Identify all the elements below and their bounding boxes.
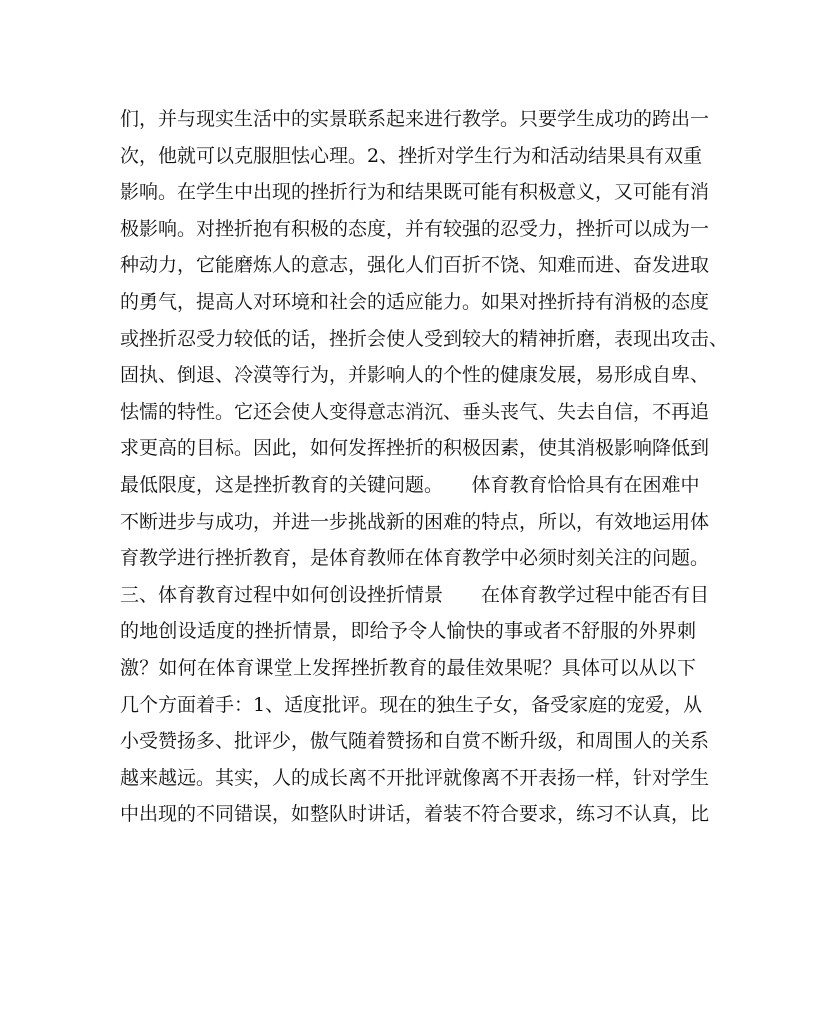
text-line: 激？如何在体育课堂上发挥挫折教育的最佳效果呢？具体可以从以下 — [120, 656, 696, 679]
text-line: 怯懦的特性。它还会使人变得意志消沉、垂头丧气、失去自信，不再追 — [120, 400, 710, 423]
text-line: 中出现的不同错误，如整队时讲话，着装不符合要求，练习不认真，比 — [120, 803, 710, 826]
text-line: 不断进步与成功，并进一步挑战新的困难的特点，所以，有效地运用体 — [120, 510, 710, 533]
text-line: 极影响。对挫折抱有积极的态度，并有较强的忍受力，挫折可以成为一 — [120, 217, 710, 240]
text-line: 的地创设适度的挫折情景，即给予令人愉快的事或者不舒服的外界刺 — [120, 620, 696, 643]
text-line: 越来越远。其实，人的成长离不开批评就像离不开表扬一样，针对学生 — [120, 766, 710, 789]
text-line: 们，并与现实生活中的实景联系起来进行教学。只要学生成功的跨出一 — [120, 108, 710, 130]
text-line: 种动力，它能磨炼人的意志，强化人们百折不饶、知难而进、奋发进取 — [120, 254, 710, 277]
text-line: 求更高的目标。因此，如何发挥挫折的积极因素，使其消极影响降低到 — [120, 437, 710, 460]
text-line: 的勇气，提高人对环境和社会的适应能力。如果对挫折持有消极的态度 — [120, 290, 710, 313]
text-line: 最低限度，这是挫折教育的关键问题。 体育教育恰恰具有在困难中 — [120, 473, 700, 496]
text-line: 固执、倒退、冷漠等行为，并影响人的个性的健康发展，易形成自卑、 — [120, 364, 710, 387]
text-line: 几个方面着手：1、适度批评。现在的独生子女，备受家庭的宠爱，从 — [120, 693, 703, 716]
text-line: 三、体育教育过程中如何创设挫折情景 在体育教学过程中能否有目 — [120, 583, 710, 606]
text-line: 次，他就可以克服胆怯心理。2、挫折对学生行为和活动结果具有双重 — [120, 144, 703, 167]
body-text — [120, 101, 729, 833]
text-line: 育教学进行挫折教育，是体育教师在体育教学中必须时刻关注的问题。 — [120, 547, 710, 570]
text-line: 影响。在学生中出现的挫折行为和结果既可能有积极意义，又可能有消 — [120, 181, 710, 204]
text-line: 小受赞扬多、批评少，傲气随着赞扬和自赏不断升级，和周围人的关系 — [120, 730, 710, 753]
text-line: 或挫折忍受力较低的话，挫折会使人受到较大的精神折磨，表现出攻击、 — [120, 327, 729, 350]
